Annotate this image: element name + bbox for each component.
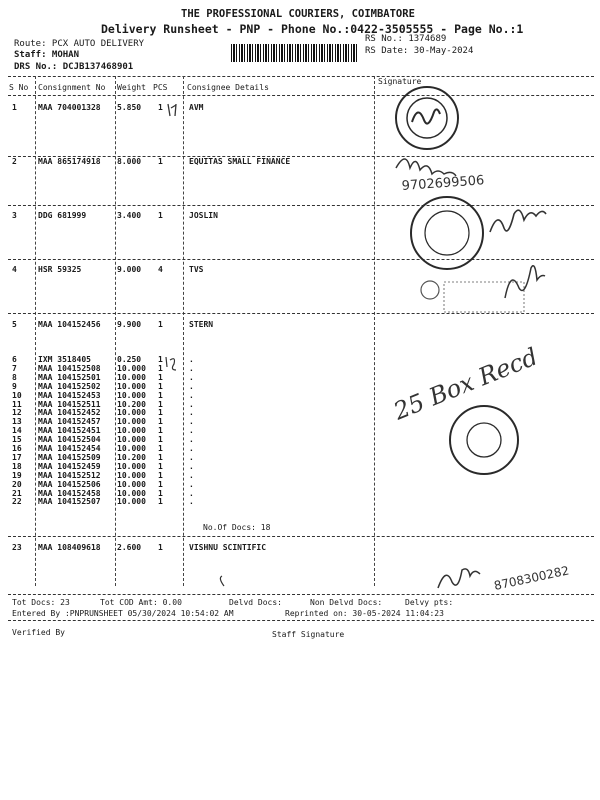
row-pcs: 1: [158, 435, 163, 445]
drs-number: DRS No.: DCJB137468901: [14, 62, 134, 72]
row-pcs: 1: [158, 408, 163, 418]
col-sno: S No: [9, 83, 29, 92]
row-weight: 10.000: [117, 461, 146, 471]
row-sno: 20: [12, 479, 22, 489]
handwritten-phone-2: 8708300282: [492, 563, 571, 593]
row-consignee: EQUITAS SMALL FINANCE: [189, 157, 291, 166]
footer-rule: [8, 620, 594, 621]
handwritten-phone-1: 9702699506: [401, 173, 485, 194]
total-cod: Tot COD Amt: 0.00: [100, 598, 182, 607]
table-row: [0, 497, 600, 509]
col-weight: Weight: [117, 83, 146, 92]
row-sno: 21: [12, 488, 22, 498]
row-rule: [8, 313, 594, 314]
row-consignment: MAA 104152456: [38, 320, 101, 329]
table-row: [0, 211, 600, 223]
table-row: [0, 103, 600, 115]
row-consignee: TVS: [189, 265, 204, 274]
rs-date: RS Date: 30-May-2024: [365, 46, 474, 56]
row-sno: 2: [12, 157, 17, 166]
row-rule: [8, 205, 594, 206]
row-pcs: 1: [158, 372, 163, 382]
table-row: [0, 157, 600, 169]
non-delivered-docs: Non Delvd Docs:: [310, 598, 383, 607]
row-consignee: .: [189, 390, 194, 400]
signature-23: [438, 569, 480, 588]
row-weight: 10.000: [117, 444, 146, 453]
row-consignment: MAA 104152453: [38, 390, 101, 400]
row-consignment: MAA 104152457: [38, 417, 101, 427]
rs-number: RS No.: 1374689: [365, 34, 447, 44]
row-pcs: 1: [158, 470, 163, 480]
row-pcs: 1: [158, 543, 163, 552]
row-weight: 10.000: [117, 470, 146, 480]
row-consignment: MAA 108409618: [38, 543, 101, 552]
row-consignment: MAA 104152502: [38, 381, 101, 391]
col-consignee: Consignee Details: [187, 83, 269, 92]
col-signature: Signature: [378, 77, 422, 86]
row-consignee: .: [189, 452, 194, 462]
row-consignee: VISHNU SCINTIFIC: [189, 543, 267, 552]
row-weight: 3.400: [117, 211, 142, 220]
row-pcs: 4: [158, 265, 163, 274]
row-sno: 4: [12, 265, 17, 274]
row-pcs: 1: [158, 390, 163, 400]
row-weight: 10.000: [117, 479, 146, 489]
table-header-rule: [8, 95, 594, 96]
row-consignee: .: [189, 372, 194, 382]
handwritten-note: 25 Box Recd: [389, 342, 542, 426]
row-weight: 10.000: [117, 363, 146, 373]
row-sno: 6: [12, 355, 17, 364]
row-sno: 23: [12, 543, 22, 552]
row-weight: 9.000: [117, 265, 142, 274]
row-consignee: .: [189, 488, 194, 498]
staff-signature-label: Staff Signature: [272, 630, 345, 639]
row-pcs: 1: [158, 488, 163, 498]
row-sno: 10: [12, 390, 22, 400]
row-sno: 18: [12, 461, 22, 471]
row-consignee: .: [189, 444, 194, 453]
row-consignment: IXM 3518405: [38, 355, 91, 364]
table-row: [0, 543, 600, 555]
row-sno: 11: [12, 399, 22, 409]
row-sno: 9: [12, 381, 17, 391]
row-consignee: .: [189, 399, 194, 409]
row-weight: 10.000: [117, 497, 146, 507]
row-sno: 5: [12, 320, 17, 329]
row-weight: 10.000: [117, 372, 146, 382]
delivery-points: Delvy pts:: [405, 598, 454, 607]
row-consignment: MAA 104152458: [38, 488, 101, 498]
route-label: Route: PCX AUTO DELIVERY: [14, 39, 145, 49]
row-pcs: 1: [158, 426, 163, 436]
row-consignment: MAA 104152459: [38, 461, 101, 471]
row-consignment: DDG 681999: [38, 211, 87, 220]
row-consignment: MAA 104152506: [38, 479, 101, 489]
table-top-rule: [8, 76, 594, 77]
row-consignment: MAA 104152509: [38, 452, 101, 462]
row-sno: 14: [12, 426, 22, 436]
runsheet-title: Delivery Runsheet - PNP - Phone No.:0422-3505555 - Page No.:1: [101, 22, 524, 36]
row-consignment: MAA 104152454: [38, 444, 101, 453]
row-consignment: MAA 104152512: [38, 470, 101, 480]
row-weight: 2.600: [117, 543, 142, 552]
row-pcs: 1: [158, 103, 163, 112]
row-weight: 8.000: [117, 157, 142, 166]
delivered-docs: Delvd Docs:: [229, 598, 282, 607]
no-of-docs: No.Of Docs: 18: [203, 523, 271, 532]
row-consignee: .: [189, 470, 194, 480]
row-pcs: 1: [158, 444, 163, 453]
row-pcs: 1: [158, 355, 163, 364]
row-pcs: 1: [158, 157, 163, 166]
row-weight: 10.000: [117, 426, 146, 436]
row-weight: 0.250: [117, 355, 142, 364]
row-sno: 7: [12, 363, 17, 373]
row-weight: 10.200: [117, 399, 146, 409]
row-pcs: 1: [158, 399, 163, 409]
row-sno: 22: [12, 497, 22, 507]
row-consignment: MAA 104152507: [38, 497, 101, 507]
row-consignee: AVM: [189, 103, 204, 112]
row-weight: 5.850: [117, 103, 142, 112]
row-weight: 10.000: [117, 381, 146, 391]
row-weight: 10.000: [117, 488, 146, 498]
table-row: [0, 265, 600, 277]
row-consignment: MAA 104152452: [38, 408, 101, 418]
row-weight: 10.000: [117, 390, 146, 400]
row-pcs: 1: [158, 479, 163, 489]
row-weight: 10.000: [117, 417, 146, 427]
row-weight: 9.900: [117, 320, 142, 329]
row-sno: 12: [12, 408, 22, 418]
tvs-stamp: [421, 281, 524, 312]
row-consignee: JOSLIN: [189, 211, 218, 220]
row-rule: [8, 259, 594, 260]
pen-mark: [220, 576, 224, 586]
row-consignment: MAA 865174918: [38, 157, 101, 166]
row-consignment: HSR 59325: [38, 265, 82, 274]
row-sno: 19: [12, 470, 22, 480]
row-pcs: 1: [158, 497, 163, 507]
verified-by-label: Verified By: [12, 628, 65, 637]
row-consignment: MAA 104152508: [38, 363, 101, 373]
total-docs: Tot Docs: 23: [12, 598, 70, 607]
row-pcs: 1: [158, 320, 163, 329]
company-stamp: [396, 87, 458, 149]
row-sno: 8: [12, 372, 17, 382]
row-consignee: .: [189, 479, 194, 489]
row-weight: 10.200: [117, 452, 146, 462]
row-rule: [8, 536, 594, 537]
row-sno: 3: [12, 211, 17, 220]
row-consignment: MAA 704001328: [38, 103, 101, 112]
row-consignee: .: [189, 408, 194, 418]
entered-by: Entered By :PNPRUNSHEET 05/30/2024 10:54:02 AM: [12, 609, 234, 618]
row-consignment: MAA 104152451: [38, 426, 101, 436]
row-consignee: .: [189, 381, 194, 391]
row-consignee: .: [189, 363, 194, 373]
col-consignment: Consignment No: [38, 83, 106, 92]
row-pcs: 1: [158, 363, 163, 373]
row-consignment: MAA 104152511: [38, 399, 101, 409]
row-consignee: .: [189, 461, 194, 471]
table-bottom-rule: [8, 594, 594, 595]
table-row: [0, 320, 600, 332]
row-pcs: 1: [158, 211, 163, 220]
row-sno: 13: [12, 417, 22, 427]
row-weight: 10.000: [117, 435, 146, 445]
row-pcs: 1: [158, 381, 163, 391]
row-pcs: 1: [158, 452, 163, 462]
barcode: [231, 44, 359, 62]
row-sno: 1: [12, 103, 17, 112]
reprinted-on: Reprinted on: 30-05-2024 11:04:23: [285, 609, 444, 618]
row-consignee: .: [189, 497, 194, 507]
row-consignment: MAA 104152501: [38, 372, 101, 382]
staff-label: Staff: MOHAN: [14, 50, 80, 60]
row-consignee: .: [189, 355, 194, 364]
row-consignee: .: [189, 435, 194, 445]
table-header: [0, 77, 600, 95]
row-sno: 15: [12, 435, 22, 445]
row-consignment: MAA 104152504: [38, 435, 101, 445]
row-weight: 10.000: [117, 408, 146, 418]
row-pcs: 1: [158, 461, 163, 471]
row-sno: 17: [12, 452, 22, 462]
row-sno: 16: [12, 444, 22, 453]
row-consignee: .: [189, 417, 194, 427]
company-name: THE PROFESSIONAL COURIERS, COIMBATORE: [181, 8, 415, 20]
col-pcs: PCS: [153, 83, 168, 92]
row-consignee: STERN: [189, 320, 214, 329]
row-pcs: 1: [158, 417, 163, 427]
row-consignee: .: [189, 426, 194, 436]
